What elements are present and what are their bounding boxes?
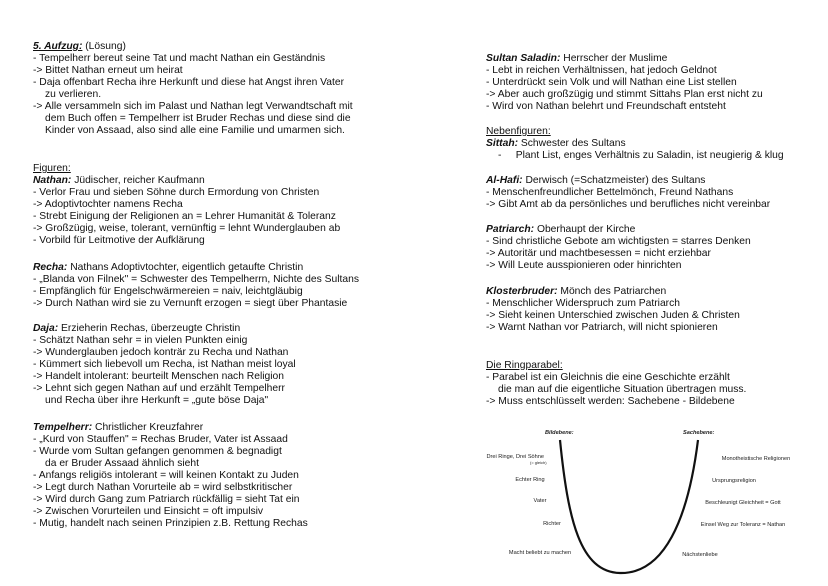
daja-line: - Kümmert sich liebevoll um Recha, ist Nathan meist loyal	[33, 359, 296, 370]
daja-name: Daja:	[33, 323, 59, 334]
saladin-line: - Wird von Nathan belehrt und Freundschaft entsteht	[486, 101, 726, 112]
tempelherr-line: - „Kurd von Stauffen" = Rechas Bruder, Vater ist Assaad	[33, 434, 288, 445]
nathan-line: - Verlor Frau und sieben Söhne durch Ermordung von Christen	[33, 187, 320, 198]
recha-desc: Nathans Adoptivtochter, eigentlich getaufte Christin	[67, 262, 304, 273]
sach-label: Einsel Weg zur Toleranz = Nathan	[700, 522, 786, 528]
aufzug-line: Kinder von Assaad, also sind alle eine Familie und umarmen sich.	[45, 125, 345, 136]
daja-line: und Recha über ihre Herkunft = „gute böse Daja"	[45, 395, 269, 406]
aufzug-line: -> Bittet Nathan erneut um heirat	[33, 65, 183, 76]
patriarch-line: -> Autoritär und machtbesessen = nicht erziehbar	[486, 248, 711, 259]
klosterbruder-line: -> Warnt Nathan vor Patriarch, will nicht spionieren	[486, 322, 718, 333]
saladin-line: - Unterdrückt sein Volk und will Nathan eine List stellen	[486, 77, 737, 88]
saladin-line: -> Aber auch großzügig und stimmt Sittahs Plan erst nicht zu	[486, 89, 763, 100]
patriarch-line: - Sind christliche Gebote am wichtigsten = starres Denken	[486, 236, 751, 247]
alhafi-line: -> Gibt Amt ab da persönliches und berufliches nicht vereinbar	[486, 199, 771, 210]
recha-line: - „Blanda von Filnek" = Schwester des Tempelherrn, Nichte des Sultans	[33, 274, 359, 285]
daja-desc: Erzieherin Rechas, überzeugte Christin	[58, 323, 241, 334]
aufzug-line: dem Buch offen = Tempelherr ist Bruder Rechas und diese sind die	[45, 113, 351, 124]
patriarch-line: -> Will Leute ausspionieren oder hinrichten	[486, 260, 682, 271]
tempelherr-line: -> Legt durch Nathan Vorurteile ab = wird selbstkritischer	[33, 482, 293, 493]
sittah-desc: Schwester des Sultans	[518, 138, 626, 149]
sach-label: Monotheistische Religionen	[721, 456, 791, 462]
bildebene-heading: Bildebene:	[545, 430, 574, 436]
klosterbruder-desc: Mönch des Patriarchen	[557, 286, 667, 297]
daja-line: -> Handelt intolerant: beurteilt Menschen nach Religion	[33, 371, 284, 382]
tempelherr-line: - Anfangs religiös intolerant = will keinen Kontakt zu Juden	[33, 470, 299, 481]
sach-label: Ursprungsreligion	[712, 478, 756, 484]
aufzug-line: zu verlieren.	[45, 89, 102, 100]
tempelherr-line: da er Bruder Assaad ähnlich sieht	[45, 458, 199, 469]
aufzug-subheading: (Lösung)	[82, 41, 126, 52]
bild-label: Echter Ring	[515, 477, 545, 483]
saladin-desc: Herrscher der Muslime	[560, 53, 668, 64]
daja-line: -> Wunderglauben jedoch konträr zu Recha und Nathan	[33, 347, 289, 358]
patriarch-desc: Oberhaupt der Kirche	[534, 224, 636, 235]
sittah-name: Sittah:	[486, 138, 519, 149]
sittah-line: - Plant List, enges Verhältnis zu Saladin, ist neugierig & klug	[498, 150, 784, 161]
klosterbruder-line: -> Sieht keinen Unterschied zwischen Juden & Christen	[486, 310, 740, 321]
recha-line: - Empfänglich für Engelschwärmereien = naiv, leichtgläubig	[33, 286, 303, 297]
bild-label: Drei Ringe, Drei Söhne	[486, 454, 544, 460]
alhafi-name: Al-Hafi:	[486, 175, 523, 186]
bild-sublabel: (= gleich)	[530, 460, 547, 465]
daja-line: - Schätzt Nathan sehr = in vielen Punkten einig	[33, 335, 248, 346]
aufzug-line: - Tempelherr bereut seine Tat und macht Nathan ein Geständnis	[33, 53, 326, 64]
parabola-curve	[560, 440, 698, 573]
bild-label: Macht beliebt zu machen	[508, 550, 572, 556]
daja-line: -> Lehnt sich gegen Nathan auf und erzählt Tempelherr	[33, 383, 285, 394]
ringparabel-line: die man auf die eigentliche Situation übertragen muss.	[498, 384, 747, 395]
aufzug-line: - Daja offenbart Recha ihre Herkunft und diese hat Angst ihren Vater	[33, 77, 344, 88]
recha-line: -> Durch Nathan wird sie zu Vernunft erzogen = siegt über Phantasie	[33, 298, 348, 309]
figuren-title: Figuren:	[33, 163, 71, 174]
alhafi-line: - Menschenfreundlicher Bettelmönch, Freund Nathans	[486, 187, 734, 198]
nathan-name: Nathan:	[33, 175, 72, 186]
nebenfiguren-title: Nebenfiguren:	[486, 126, 551, 137]
bild-label: Vater	[533, 498, 547, 504]
klosterbruder-name: Klosterbruder:	[486, 286, 558, 297]
nathan-desc: Jüdischer, reicher Kaufmann	[71, 175, 205, 186]
aufzug-heading: 5. Aufzug:	[33, 41, 83, 52]
tempelherr-desc: Christlicher Kreuzfahrer	[92, 422, 204, 433]
nathan-line: - Strebt Einigung der Religionen an = Lehrer Humanität & Toleranz	[33, 211, 336, 222]
saladin-line: - Lebt in reichen Verhältnissen, hat jedoch Geldnot	[486, 65, 717, 76]
tempelherr-line: - Mutig, handelt nach seinen Prinzipien z.B. Rettung Rechas	[33, 518, 308, 529]
bild-label: Richter	[543, 521, 561, 527]
recha-name: Recha:	[33, 262, 68, 273]
tempelherr-line: -> Wird durch Gang zum Patriarch rückfällig = sieht Tat ein	[33, 494, 300, 505]
tempelherr-line: -> Zwischen Vorurteilen und Einsicht = oft impulsiv	[33, 506, 264, 517]
ringparabel-line: -> Muss entschlüsselt werden: Sachebene - Bildebene	[486, 396, 735, 407]
sach-label: Nächstenliebe	[682, 552, 718, 558]
klosterbruder-line: - Menschlicher Widerspruch zum Patriarch	[486, 298, 680, 309]
ringparabel-title: Die Ringparabel:	[486, 360, 563, 371]
alhafi-desc: Derwisch (=Schatzmeister) des Sultans	[522, 175, 706, 186]
aufzug-line: -> Alle versammeln sich im Palast und Nathan legt Verwandtschaft mit	[33, 101, 353, 112]
saladin-name: Sultan Saladin:	[486, 53, 561, 64]
ringparabel-line: - Parabel ist ein Gleichnis die eine Geschichte erzählt	[486, 372, 730, 383]
sachebene-heading: Sachebene:	[683, 430, 715, 436]
nathan-line: - Vorbild für Leitmotive der Aufklärung	[33, 235, 205, 246]
tempelherr-line: - Wurde vom Sultan gefangen genommen & begnadigt	[33, 446, 282, 457]
patriarch-name: Patriarch:	[486, 224, 535, 235]
sach-label: Beschleunigt Gleichheit = Gott	[705, 500, 781, 506]
nathan-line: -> Adoptivtochter namens Recha	[33, 199, 183, 210]
tempelherr-name: Tempelherr:	[33, 422, 93, 433]
nathan-line: -> Großzügig, weise, tolerant, vernünftig = lehnt Wunderglauben ab	[33, 223, 341, 234]
